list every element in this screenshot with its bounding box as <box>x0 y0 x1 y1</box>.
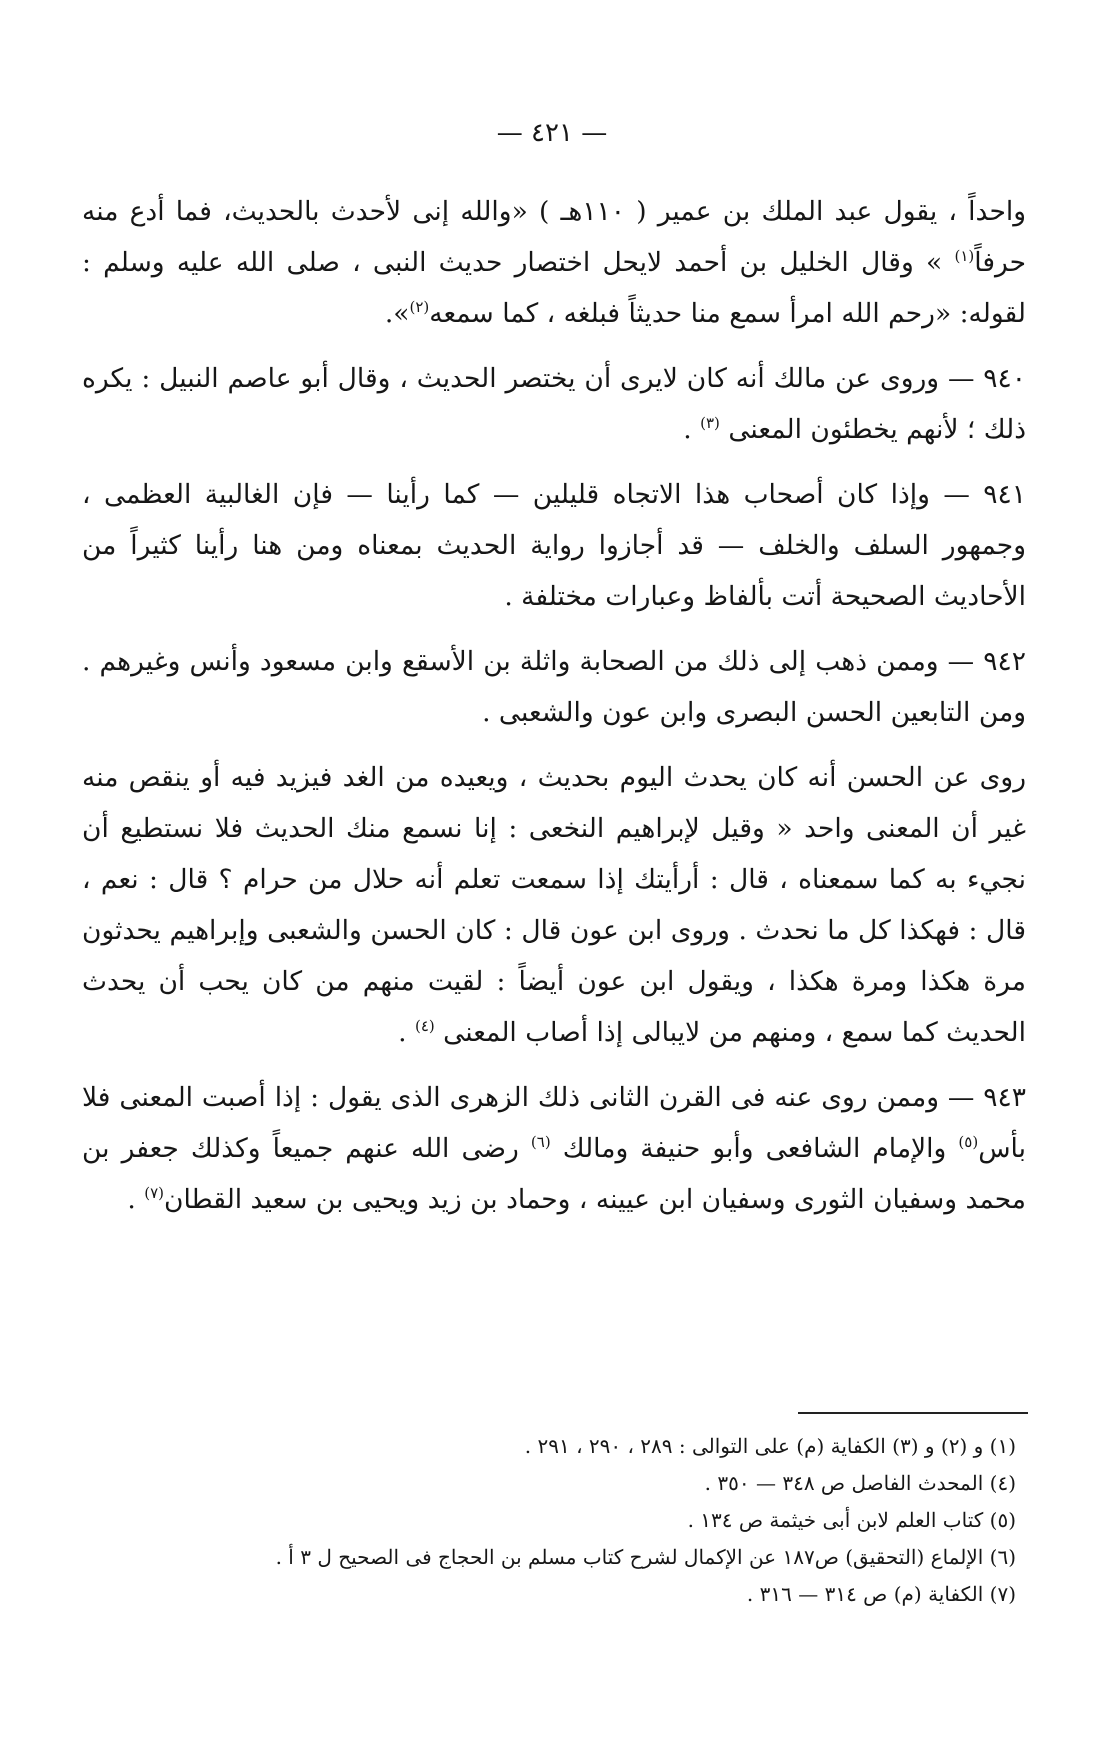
paragraph-text: ٩٤٢ — وممن ذهب إلى ذلك من الصحابة واثلة بن الأسقع وابن مسعود وأنس وغيرهم . ومن التابعين الحسن البصرى وابن عون والشعبى . <box>82 646 1026 728</box>
paragraph-text: رضى الله عنهم جميعاً وكذلك جعفر بن محمد وسفيان الثورى وسفيان ابن عيينه ، وحماد بن زيد ويحيى بن سعيد القطان <box>82 1133 1026 1215</box>
footnote: (٦) الإلماع (التحقيق) ص١٨٧ عن الإكمال لشرح كتاب مسلم بن الحجاج فى الصحيح ل ٣ أ . <box>275 1545 1016 1569</box>
footnote-marker: (٦) <box>530 1133 551 1152</box>
paragraph-gap <box>82 1058 1026 1072</box>
paragraph-text: روى عن الحسن أنه كان يحدث اليوم بحديث ، ويعيده من الغد فيزيد فيه أو ينقص منه غير أن المعنى واحد « وقيل لإبراهيم النخعى : إنا نسمع منك الحديث فلا نستطيع أن نجيء به كما سمعناه ، قال : أرأيتك إذا سمعت تعلم أنه حلال من حرام ؟ قال : نعم ، قال : فهكذا كل ما نحدث . وروى ابن عون قال : كان الحسن والشعبى وإبراهيم يحدثون مرة هكذا ومرة هكذا ، ويقول ابن عون أيضاً : لقيت منهم من كان يحب أن يحدث الحديث كما سمع ، ومنهم من لايبالى إذا أصاب المعنى <box>82 762 1026 1048</box>
page-number: — ٤٢١ — <box>496 118 608 148</box>
paragraph-gap <box>82 622 1026 636</box>
footnote: (٤) المحدث الفاصل ص ٣٤٨ — ٣٥٠ . <box>704 1471 1016 1495</box>
footnote: (٥) كتاب العلم لابن أبى خيثمة ص ١٣٤ . <box>687 1508 1016 1532</box>
paragraph <box>82 353 1026 455</box>
paragraph-text: والإمام الشافعى وأبو حنيفة ومالك <box>550 1133 959 1164</box>
footnote-marker: (٥) <box>958 1133 979 1152</box>
footnote-marker: (٢) <box>409 298 430 317</box>
footnote-marker: (١) <box>954 247 975 266</box>
paragraph-text: ٩٤٠ — وروى عن مالك أنه كان لايرى أن يختصر الحديث ، وقال أبو عاصم النبيل : يكره ذلك ؛ لأنهم يخطئون المعنى <box>82 363 1026 445</box>
paragraph-text: واحداً ، يقول عبد الملك بن عمير ( ١١٠هـ ) «والله إنى لأحدث بالحديث، فما أدع منه حرفاً <box>82 196 1026 278</box>
body-text <box>82 186 1026 1225</box>
footnotes <box>96 1428 1016 1613</box>
paragraph-gap <box>82 455 1026 469</box>
footnote-marker: (٧) <box>144 1184 165 1203</box>
paragraph <box>82 1072 1026 1225</box>
paragraph-text: . <box>398 1017 415 1048</box>
paragraph <box>82 469 1026 622</box>
paragraph-text: » وقال الخليل بن أحمد لايحل اختصار حديث النبى ، صلى الله عليه وسلم : لقوله: «رحم الله امرأ سمع منا حديثاً فبلغه ، كما سمعه <box>82 247 1026 329</box>
paragraph <box>82 186 1026 339</box>
paragraph-text: . <box>683 414 701 445</box>
paragraph-text: ». <box>384 298 410 329</box>
paragraph-gap <box>82 738 1026 752</box>
paragraph-text: ٩٤١ — وإذا كان أصحاب هذا الاتجاه قليلين — كما رأينا — فإن الغالبية العظمى ، وجمهور السلف والخلف — قد أجازوا رواية الحديث بمعناه ومن هنا رأينا كثيراً من الأحاديث الصحيحة أتت بألفاظ وعبارات مختلفة . <box>82 479 1026 612</box>
paragraph <box>82 636 1026 738</box>
paragraph-text: ٩٤٣ — وممن روى عنه فى القرن الثانى ذلك الزهرى الذى يقول : إذا أصبت المعنى فلا بأس <box>82 1082 1026 1164</box>
footnote-marker: (٣) <box>700 414 720 433</box>
paragraph-gap <box>82 339 1026 353</box>
footnote-separator <box>798 1412 1028 1414</box>
paragraph-text: . <box>127 1184 145 1215</box>
paragraph <box>82 752 1026 1058</box>
footnote-marker: (٤) <box>414 1017 435 1036</box>
footnote: (٧) الكفاية (م) ص ٣١٤ — ٣١٦ . <box>746 1582 1016 1606</box>
footnote: (١) و (٢) و (٣) الكفاية (م) على التوالى : ٢٨٩ ، ٢٩٠ ، ٢٩١ . <box>524 1434 1016 1458</box>
